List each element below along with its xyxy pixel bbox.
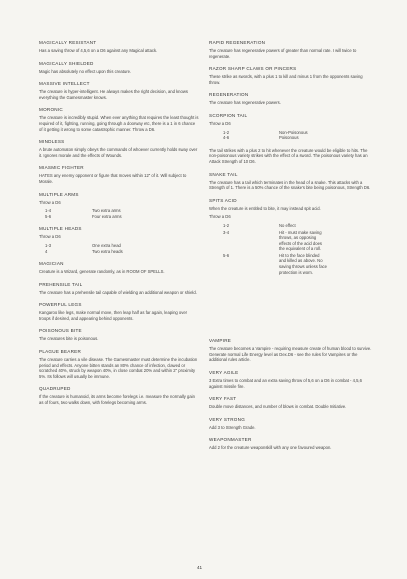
page-number: 41 (197, 565, 203, 570)
roll-table-row (39, 249, 199, 255)
entry-heading: MAGICALLY RESISTANT (39, 40, 97, 45)
entry-text: The creature has regenerative powers. (209, 100, 281, 106)
entry-heading: VERY STRONG (209, 416, 246, 422)
entry-text: Throw a D6 (209, 120, 231, 126)
roll-table-row (209, 223, 374, 229)
roll-effect: Two extra arms (92, 208, 121, 214)
roll-effect: Two extra heads (92, 248, 123, 254)
entry-text: When the creature is entitled to bite, it may instead spit acid. (209, 205, 321, 211)
entry-text: The creature becomes a Vampire - requiring measure create of human blood to survive. Generate normal Life Energy level as Dex.D6 - see the rules for Vampires or the additional rules article. (209, 346, 372, 363)
entry-text: The creatures bite is poisonous. (39, 336, 99, 342)
roll-effect: One extra head (92, 242, 121, 248)
entry-heading: QUADRUPED (39, 386, 71, 392)
entry-heading: VERY FAST (209, 396, 237, 402)
roll-table-row (39, 214, 199, 220)
roll-result: 1-4 (45, 208, 52, 214)
entry-text: Creature is a Wizard, generate randomly, as in ROOM OF SPELLS. (39, 269, 165, 275)
entry-text: Has a saving throw of 4,5,6 on a D6 against any Magical attack. (39, 48, 158, 53)
entry-text: The creature has regenerative powers of greater than normal rate. I will twice to regenerate. (209, 48, 357, 59)
entry-heading: MAGICALLY SHIELDED (39, 60, 94, 66)
left-column (39, 40, 199, 413)
roll-result: 1-2 (223, 222, 230, 228)
entry-heading: MULTIPLE ARMS (39, 191, 79, 197)
entry-text: Throw a D6 (39, 199, 61, 205)
entry-heading: MAGICIAN (39, 261, 64, 267)
roll-result: 5-6 (223, 252, 230, 258)
entry-text: The tail strikes with a plus 2 to hit whenever the creature would be eligible to hits. The non-poisonous variety strikes with the effect of a sword. The poisonous variety has an Attack Strength of 10 D6. (209, 147, 368, 164)
entry-heading: SCORPION TAIL (209, 112, 248, 118)
entry-heading: RAZOR SHARP CLAWS OR PINCERS (209, 66, 297, 72)
entry-heading: MIASMIC FIGHTER (39, 165, 84, 171)
entry-heading: RAPID REGENERATION (209, 40, 266, 45)
roll-effect: Poisonous (279, 135, 299, 141)
entry-text: Double move distances, and number of blows in combat. Double Initiative. (209, 404, 347, 410)
roll-effect: Hit to the face blinded and killed as above. No saving throws unless face protection is worn. (279, 252, 327, 275)
roll-table-row (209, 253, 374, 275)
entry-text: The creature is hyper-intelligent. He always makes the right decision, and knows everything the Gamesmaster knows. (39, 89, 188, 100)
entry-heading: MORONIC (39, 107, 63, 113)
entry-heading: REGENERATION (209, 92, 249, 98)
entry-heading: SNAKE TAIL (209, 171, 238, 177)
entry-heading: POISONOUS BITE (39, 328, 82, 334)
entry-text: Add 3 to Strength Grade. (209, 424, 256, 430)
entry-heading: MULTIPLE HEADS (39, 226, 82, 232)
column-spacer (209, 282, 374, 338)
entry-heading: VERY AGILE (209, 370, 239, 376)
entry-heading: WEAPONMASTER (209, 437, 252, 443)
entry-heading: PREHENSILE TAIL (39, 281, 83, 287)
entry-text: Magic has absolutely no effect upon this creature. (39, 68, 132, 74)
roll-table (39, 208, 199, 219)
roll-result: 5-6 (45, 213, 52, 219)
roll-effect: Four extra arms (92, 213, 122, 219)
entry-heading: POWERFUL LEGS (39, 302, 82, 308)
roll-table (39, 243, 199, 254)
roll-table-row (209, 230, 374, 252)
entry-heading: VAMPIRE (209, 338, 232, 344)
roll-table (209, 223, 374, 275)
entry-heading: PLAGUE BEARER (39, 349, 82, 355)
entry-text: 3 Extra times to combat and an extra saving throw of 5,6 on a D6 in combat - 4,5,6 against missile fire. (209, 378, 362, 389)
entry-heading: MASSIVE INTELLECT (39, 81, 90, 87)
entry-text: HATES any enemy opponent or figure that moves within 12" of it. Will subject to Morale. (39, 173, 187, 184)
roll-result: 3-4 (223, 229, 230, 235)
roll-result: 1-2 (223, 129, 230, 135)
entry-heading: MINDLESS (39, 139, 65, 145)
entry-text: Add 2 for the creature weaponskill with any one favoured weapon. (209, 445, 332, 451)
roll-table (209, 130, 374, 141)
entry-text: The creature is incredibly stupid. When ever anything that requires the least thought is required of it, fighting, running, going through a doorway etc, there is a 1 in 6 chance of it getting it wrong to some catastrophic manner. Throw a D6. (39, 115, 199, 132)
entry-text: A brute automaton simply obeys the commands of whoever currently holds sway over it. Ignores morale and the effects of Wounds. (39, 147, 198, 158)
roll-result: 4-6 (223, 135, 230, 141)
right-column (209, 40, 374, 458)
roll-effect: Hit - must make saving throws, as opposing effects of the acid does the equivalent of a roll. (279, 229, 322, 252)
roll-result: 1-3 (45, 242, 52, 248)
entry-text: Throw a D6 (209, 214, 231, 220)
entry-text: The creature carries a vile disease. The Gamesmaster must determine the incubation period and effects. Anyone bitten stands an 80% chance of infection, clawed or scratched 40%, struck by weapon 40%, in close combat 20% and within 2" proximity 5%. Its follows will usually be immune. (39, 357, 198, 379)
roll-result: 4 (45, 248, 48, 254)
entry-text: If the creature is humanoid, its arms become forelegs i.e. measure the normally gain as of fours, two walks down, with forelegs becoming arms. (39, 394, 195, 406)
entry-text: Throw a D6 (39, 234, 61, 240)
roll-effect: Non-Poisonous (279, 129, 308, 135)
entry-text: Kangaroo like legs, make normal move, then leap half as far again, leaping over troops if desired, and appearing behind opponents. (39, 310, 188, 321)
entry-heading: SPITS ACID (209, 197, 237, 203)
entry-text: The creature has a prehensile tail capable of wielding an additional weapon or shield. (39, 289, 197, 295)
entry-text: The creature has a tail which terminates in the head of a snake. This attacks with a Strength of 1. There is a 50% chance of the snake's bite being poisonous, Strength D6. (209, 179, 371, 191)
roll-table-row (209, 135, 374, 141)
entry-text: These strike as swords, with a plus 1 to kill and minus 1 from the opponents saving throw. (209, 74, 363, 85)
roll-effect: No effect (279, 222, 296, 228)
